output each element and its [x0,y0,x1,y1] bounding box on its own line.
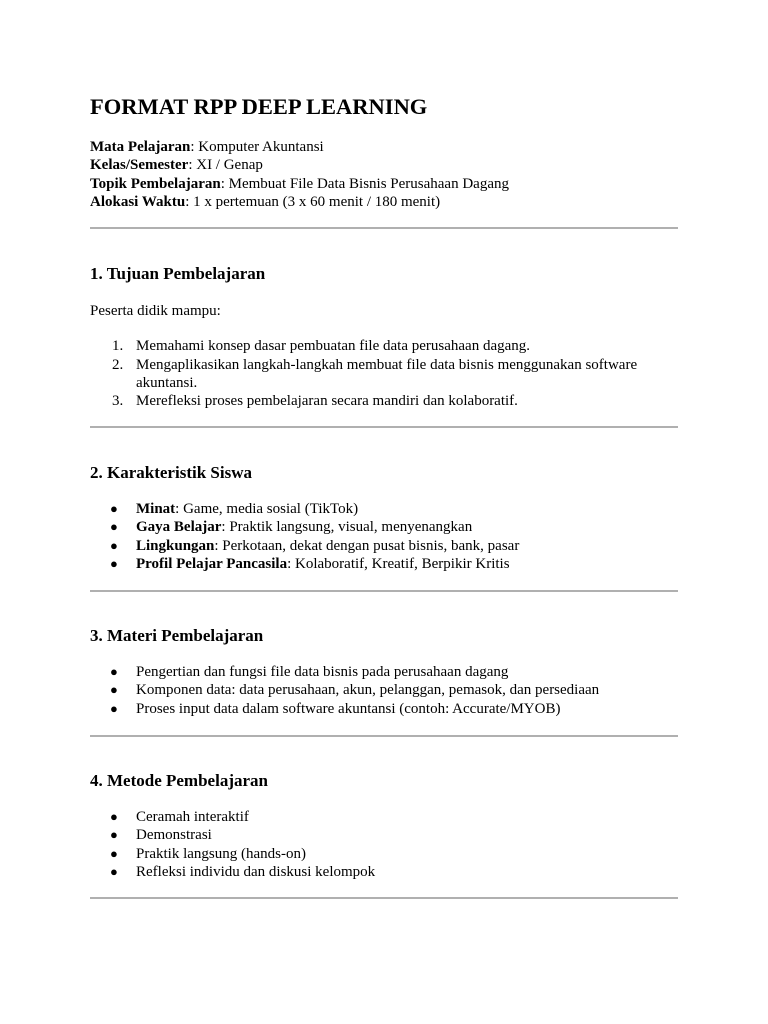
bullet-icon: ● [110,827,118,843]
item-text: Refleksi individu dan diskusi kelompok [136,863,376,880]
list-item [90,518,678,536]
item-text: Ceramah interaktif [136,809,249,825]
item-text: : Kolaboratif, Kreatif, Berpikir Kritis [287,555,510,572]
section-divider [90,735,678,737]
section-intro: Peserta didik mampu: [90,303,221,319]
section-objectives [90,263,678,410]
info-subject [90,138,509,156]
item-number: 1. [112,338,124,355]
item-number: 2. [112,356,124,373]
material-list [90,663,678,718]
bullet-icon: ● [110,682,118,698]
section-divider [90,590,678,592]
list-item [90,863,678,881]
info-time [90,193,509,211]
info-value: : Membuat File Data Bisnis Perusahaan Dagang [220,175,509,192]
info-label: Kelas/Semester [90,157,189,174]
bullet-icon: ● [110,501,118,516]
bullet-icon: ● [110,519,118,535]
item-text: Demonstrasi [136,827,212,844]
section-divider [90,897,678,899]
section-methods [90,770,678,881]
item-text: Pengertian dan fungsi file data bisnis pada perusahaan dagang [136,664,509,680]
list-item [90,681,678,699]
info-class-semester [90,156,509,174]
section-student-characteristics [90,462,678,573]
item-label: Profil Pelajar Pancasila [136,555,288,572]
section-heading: 2. Karakteristik Siswa [90,463,252,482]
section-divider [90,426,678,428]
item-text: : Perkotaan, dekat dengan pusat bisnis, bank, pasar [214,537,520,554]
info-label: Mata Pelajaran [90,139,191,155]
list-item [90,392,678,410]
item-label: Gaya Belajar [136,519,222,536]
section-heading: 4. Metode Pembelajaran [90,771,268,790]
section-heading: 3. Materi Pembelajaran [90,626,264,645]
info-label: Topik Pembelajaran [90,175,221,192]
list-item [90,845,678,863]
bullet-icon: ● [110,537,118,553]
info-value: : XI / Genap [188,157,263,174]
info-label: Alokasi Waktu [90,193,186,210]
list-item [90,555,678,573]
info-value: : 1 x pertemuan (3 x 60 menit / 180 menit) [185,193,441,210]
item-text: : Praktik langsung, visual, menyenangkan [221,519,473,536]
item-number: 3. [112,393,124,410]
list-item [90,500,678,518]
item-text: : Game, media sosial (TikTok) [175,501,359,517]
list-item [90,337,678,355]
info-value: : Komputer Akuntansi [190,139,324,155]
item-text: Komponen data: data perusahaan, akun, pelanggan, pemasok, dan persediaan [136,682,600,699]
item-text: Merefleksi proses pembelajaran secara mandiri dan kolaboratif. [136,393,518,410]
methods-list [90,808,678,881]
bullet-icon: ● [110,845,118,861]
characteristics-list [90,500,678,573]
bullet-icon: ● [110,809,118,824]
page-title: FORMAT RPP DEEP LEARNING [90,94,428,119]
section-heading: 1. Tujuan Pembelajaran [90,264,266,283]
lesson-info [90,138,509,211]
bullet-icon: ● [110,863,118,879]
item-text: Memahami konsep dasar pembuatan file data perusahaan dagang. [136,338,531,355]
list-item [90,826,678,844]
list-item [90,700,678,718]
objectives-list [90,337,678,410]
list-item [90,356,678,393]
section-material [90,625,678,718]
item-label: Minat [136,501,176,517]
list-item [90,663,678,681]
info-topic [90,175,509,193]
list-item [90,537,678,555]
bullet-icon: ● [110,700,118,716]
list-item [90,808,678,826]
item-label: Lingkungan [136,537,215,554]
item-text: Proses input data dalam software akuntansi (contoh: Accurate/MYOB) [136,700,561,717]
item-text: Mengaplikasikan langkah-langkah membuat file data bisnis menggunakan software akuntansi. [136,356,638,391]
section-divider [90,227,678,229]
item-text: Praktik langsung (hands-on) [136,845,306,862]
bullet-icon: ● [110,664,118,679]
bullet-icon: ● [110,555,118,571]
